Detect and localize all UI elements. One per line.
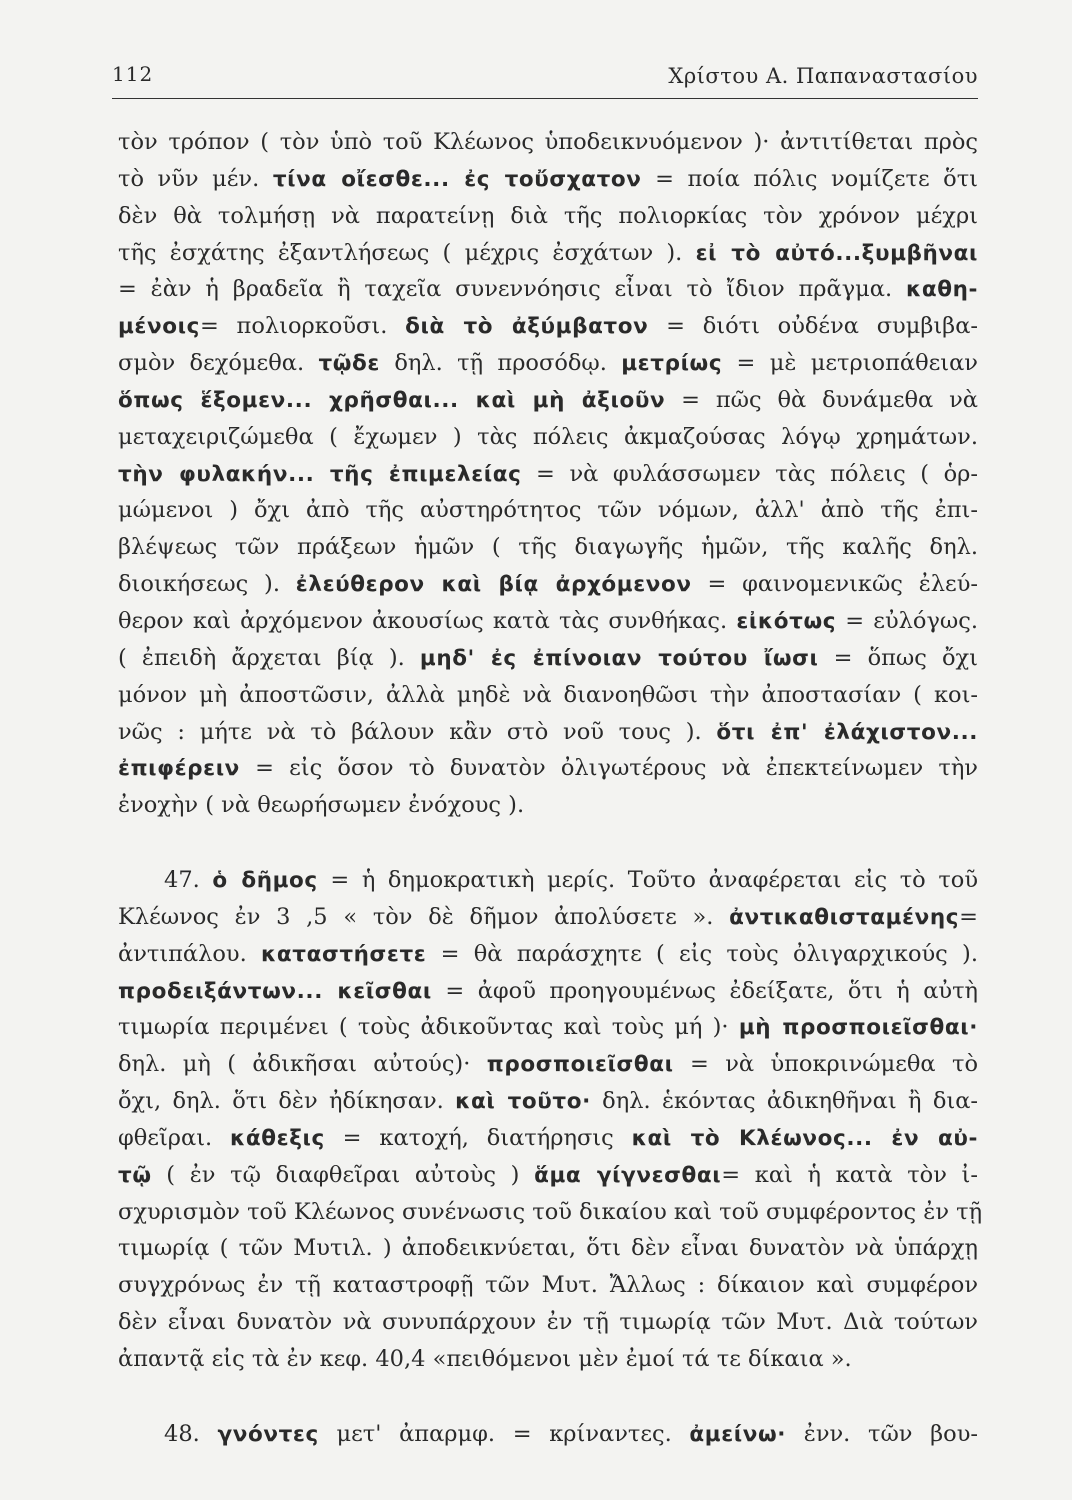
gloss-text: = καὶ ἡ κατὰ τὸν ἰ- <box>721 1161 978 1188</box>
gloss-text: = νὰ ὑποκρινώμεθα τὸ <box>673 1051 978 1078</box>
lemma-term: μετρίως <box>621 351 723 377</box>
gloss-text: Κλέωνος ἐν 3 ,5 « τὸν δὲ δῆμον ἀπολύσετε ». <box>118 903 730 930</box>
gloss-text: νῶς : μήτε νὰ τὸ βάλουν κἂν στὸ νοῦ τους ). <box>118 718 717 745</box>
gloss-text: = ἐὰν ἡ βραδεῖα ἢ ταχεῖα συνεννόησις εἶναι τὸ ἴδιον πρᾶγμα. <box>118 276 906 303</box>
lemma-term: ἀμείνω· <box>689 1421 787 1447</box>
text-line <box>118 308 978 345</box>
text-line <box>118 419 978 456</box>
text-line <box>118 1304 978 1341</box>
text-line <box>118 1267 978 1304</box>
lemma-term: καταστήσετε <box>261 941 427 967</box>
text-line <box>118 1009 978 1046</box>
gloss-text: βλέψεως τῶν πράξεων ἡμῶν ( τῆς διαγωγῆς ἡμῶν, τῆς καλῆς δηλ. <box>118 534 978 561</box>
lemma-term: καὶ τὸ Κλέωνος... ἐν αὐ- <box>631 1125 979 1151</box>
gloss-text: τιμωρίᾳ ( τῶν Μυτιλ. ) ἀποδεικνύεται, ὅτι δὲν εἶναι δυνατὸν νὰ ὑπάρχῃ <box>118 1235 978 1262</box>
lemma-term: εἰκότως <box>736 608 837 634</box>
lemma-term: καὶ τοῦτο· <box>455 1089 591 1115</box>
page-number: 112 <box>112 62 154 86</box>
gloss-text: = πολιορκοῦσι. <box>199 313 406 340</box>
lemma-term: ἅμα γίγνεσθαι <box>534 1162 722 1188</box>
gloss-text: ἐνοχὴν ( νὰ θεωρήσωμεν ἐνόχους ). <box>118 792 525 819</box>
gloss-text: τῆς ἐσχάτης ἐξαντλήσεως ( μέχρις ἐσχάτων ). <box>118 239 696 266</box>
gloss-text: δὲν θὰ τολμήσῃ νὰ παρατείνῃ διὰ τῆς πολιορκίας τὸν χρόνον μέχρι <box>118 202 978 229</box>
gloss-text: = νὰ φυλάσσωμεν τὰς πόλεις ( ὁρ- <box>521 460 978 487</box>
lemma-term: προδειξάντων... κεῖσθαι <box>118 978 432 1004</box>
text-line <box>118 750 978 787</box>
lemma-term: ἐπιφέρειν <box>118 756 240 782</box>
text-line <box>118 124 978 161</box>
gloss-text: = μὲ μετριοπάθειαν <box>722 350 978 377</box>
text-line <box>118 235 978 272</box>
text-line <box>118 1416 978 1453</box>
text-line <box>118 1230 978 1267</box>
text-line <box>118 787 978 824</box>
text-line <box>118 456 978 493</box>
gloss-text: μετ' ἀπαρμφ. = κρίναντες. <box>318 1420 690 1447</box>
text-line <box>118 862 978 899</box>
gloss-text: ἐνν. τῶν βου- <box>786 1420 978 1447</box>
lemma-term: μηδ' ἐς ἐπίνοιαν τούτου ἴωσι <box>419 645 819 671</box>
gloss-text: τὸ νῦν μέν. <box>118 165 273 192</box>
lemma-term: προσποιεῖσθαι <box>486 1052 674 1078</box>
text-line <box>118 271 978 308</box>
gloss-text: = <box>959 903 978 930</box>
text-line <box>118 1157 978 1194</box>
gloss-text: = διότι οὐδένα συμβιβα- <box>648 313 978 340</box>
text-line <box>118 603 978 640</box>
gloss-text: = ποία πόλις νομίζετε ὅτι <box>641 165 978 192</box>
gloss-text: μόνον μὴ ἀποστῶσιν, ἀλλὰ μηδὲ νὰ διανοηθῶσι τὴν ἀποστασίαν ( κοι- <box>118 681 978 708</box>
lemma-term: ὅτι ἐπ' ἐλάχιστον... <box>716 719 978 745</box>
lemma-term: μὴ προσποιεῖσθαι· <box>738 1015 978 1041</box>
lemma-term: καθη- <box>905 277 978 303</box>
gloss-text: διοικήσεως ). <box>118 571 296 598</box>
text-line <box>118 492 978 529</box>
lemma-term: τῷ <box>118 1162 152 1188</box>
text-line <box>118 899 978 936</box>
gloss-text: = φαινομενικῶς ἐλεύ- <box>691 571 978 598</box>
gloss-text: 48. <box>164 1420 218 1447</box>
text-line <box>118 345 978 382</box>
gloss-text: = κατοχή, διατήρησις <box>324 1124 632 1151</box>
gloss-text: μώμενοι ) ὄχι ἀπὸ τῆς αὐστηρότητος τῶν νόμων, ἀλλ' ἀπὸ τῆς ἐπι- <box>118 497 978 524</box>
text-line <box>118 677 978 714</box>
gloss-text: ἀπαντᾷ εἰς τὰ ἐν κεφ. 40,4 «πειθόμενοι μὲν ἐμοί τά τε δίκαια ». <box>118 1346 852 1372</box>
gloss-text: 47. <box>164 867 213 894</box>
text-line <box>118 1341 978 1378</box>
text-line <box>118 161 978 198</box>
text-line <box>118 382 978 419</box>
gloss-text: σχυρισμὸν τοῦ Κλέωνος συνένωσις τοῦ δικαίου καὶ τοῦ συμφέροντος ἐν τῇ <box>118 1198 983 1225</box>
gloss-text: συγχρόνως ἐν τῇ καταστροφῇ τῶν Μυτ. Ἄλλως : δίκαιον καὶ συμφέρον <box>118 1272 978 1299</box>
text-line <box>118 1120 978 1157</box>
gloss-text: ὄχι, δηλ. ὅτι δὲν ἠδίκησαν. <box>118 1088 456 1115</box>
gloss-text: φθεῖραι. <box>118 1124 231 1151</box>
text-line <box>118 936 978 973</box>
lemma-term: ἐλεύθερον καὶ βίᾳ ἀρχόμενον <box>295 572 692 598</box>
gloss-text: θερον καὶ ἀρχόμενον ἀκουσίως κατὰ τὰς συνθήκας. <box>118 607 737 634</box>
page-header <box>112 58 978 99</box>
gloss-text: = θὰ παράσχητε ( εἰς τοὺς ὀλιγαρχικούς ). <box>426 940 978 967</box>
gloss-text: σμὸν δεχόμεθα. <box>118 350 319 377</box>
lemma-term: ὁ δῆμος <box>212 868 318 894</box>
running-head: Χρίστου Α. Παπαναστασίου <box>668 64 978 88</box>
lemma-term: κάθεξις <box>230 1125 325 1151</box>
lemma-term: ὅπως ἕξομεν... χρῆσθαι... καὶ μὴ ἀξιοῦν <box>118 387 666 413</box>
gloss-text: ( ἐπειδὴ ἄρχεται βίᾳ ). <box>118 644 420 671</box>
text-line <box>118 1083 978 1120</box>
gloss-text: δηλ. ἑκόντας ἀδικηθῆναι ἢ δια- <box>590 1088 978 1115</box>
gloss-text: μεταχειριζώμεθα ( ἔχωμεν ) τὰς πόλεις ἀκμαζούσας λόγῳ χρημάτων. <box>118 423 978 450</box>
text-line <box>118 566 978 603</box>
gloss-text: = εἰς ὅσον τὸ δυνατὸν ὀλιγωτέρους νὰ ἐπεκτείνωμεν τὴν <box>239 755 978 782</box>
lemma-term: μένοις <box>118 314 200 340</box>
lemma-term: διὰ τὸ ἀξύμβατον <box>405 314 649 340</box>
gloss-text: δηλ. τῇ προσόδῳ. <box>380 350 622 377</box>
text-line <box>118 1046 978 1083</box>
text-line <box>118 198 978 235</box>
gloss-text: ἀντιπάλου. <box>118 940 262 967</box>
lemma-term: ἀντικαθισταμένης <box>729 904 960 930</box>
lemma-term: γνόντες <box>217 1421 319 1447</box>
gloss-text: δηλ. μὴ ( ἀδικῆσαι αὐτούς)· <box>118 1051 487 1078</box>
lemma-term: τὴν φυλακήν... τῆς ἐπιμελείας <box>118 461 522 487</box>
text-line <box>118 640 978 677</box>
commentary-text <box>118 124 983 1453</box>
gloss-text: = πῶς θὰ δυνάμεθα νὰ <box>665 386 978 413</box>
gloss-text: δὲν εἶναι δυνατὸν νὰ συνυπάρχουν ἐν τῇ τιμωρίᾳ τῶν Μυτ. Διὰ τούτων <box>118 1309 978 1336</box>
lemma-term: τίνα οἴεσθε... ἐς τοὔσχατον <box>272 166 642 192</box>
gloss-text: = ἀφοῦ προηγουμένως ἐδείξατε, ὅτι ἡ αὐτὴ <box>431 977 978 1004</box>
lemma-term: τῷδε <box>318 351 380 377</box>
gloss-text: τιμωρία περιμένει ( τοὺς ἀδικοῦντας καὶ τοὺς μή )· <box>118 1014 739 1041</box>
text-line <box>118 529 978 566</box>
gloss-text: = ἡ δημοκρατικὴ μερίς. Τοῦτο ἀναφέρεται εἰς τὸ τοῦ <box>317 867 979 894</box>
text-line <box>118 714 978 751</box>
gloss-text: ( ἐν τῷ διαφθεῖραι αὐτοὺς ) <box>151 1161 535 1188</box>
text-line <box>118 973 978 1010</box>
gloss-text: = ὅπως ὄχι <box>818 644 979 671</box>
lemma-term: εἰ τὸ αὐτό...ξυμβῆναι <box>695 240 978 266</box>
gloss-text: = εὐλόγως. <box>836 607 978 634</box>
text-line <box>118 1194 983 1231</box>
gloss-text: τὸν τρόπον ( τὸν ὑπὸ τοῦ Κλέωνος ὑποδεικνυόμενον )· ἀντιτίθεται πρὸς <box>118 129 978 155</box>
